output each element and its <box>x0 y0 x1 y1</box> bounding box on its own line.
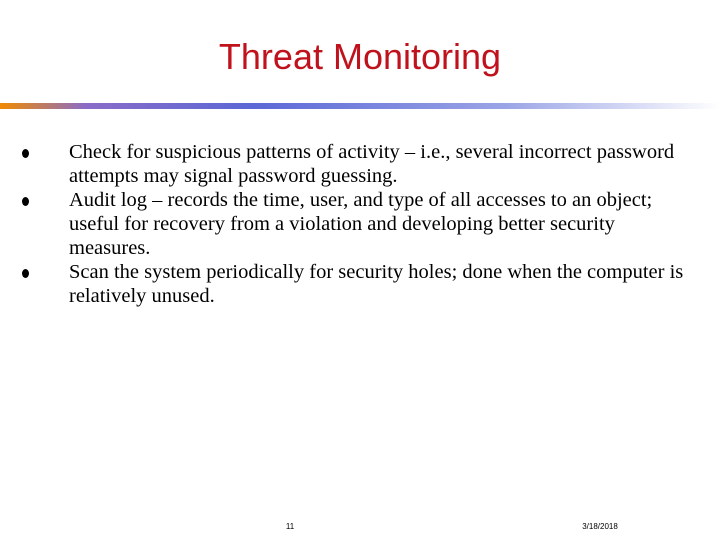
title-divider <box>0 103 720 109</box>
bullet-dot-icon <box>22 269 29 278</box>
bullet-list <box>20 140 700 308</box>
slide-date: 3/18/2018 <box>582 522 618 531</box>
bullet-dot-icon <box>22 197 29 206</box>
page-number: 11 <box>285 522 295 531</box>
bullet-item <box>20 188 700 260</box>
slide-title: Threat Monitoring <box>218 36 502 77</box>
bullet-text: Audit log – records the time, user, and type of all accesses to an object; useful for recovery from a violation and developing better security measures. <box>69 189 653 259</box>
bullet-text: Check for suspicious patterns of activity – i.e., several incorrect password attempts may signal password guessing. <box>69 141 675 187</box>
bullet-dot-icon <box>22 149 29 158</box>
bullet-text: Scan the system periodically for security holes; done when the computer is relatively unused. <box>69 261 684 307</box>
bullet-item <box>20 140 700 188</box>
bullet-item <box>20 260 700 308</box>
